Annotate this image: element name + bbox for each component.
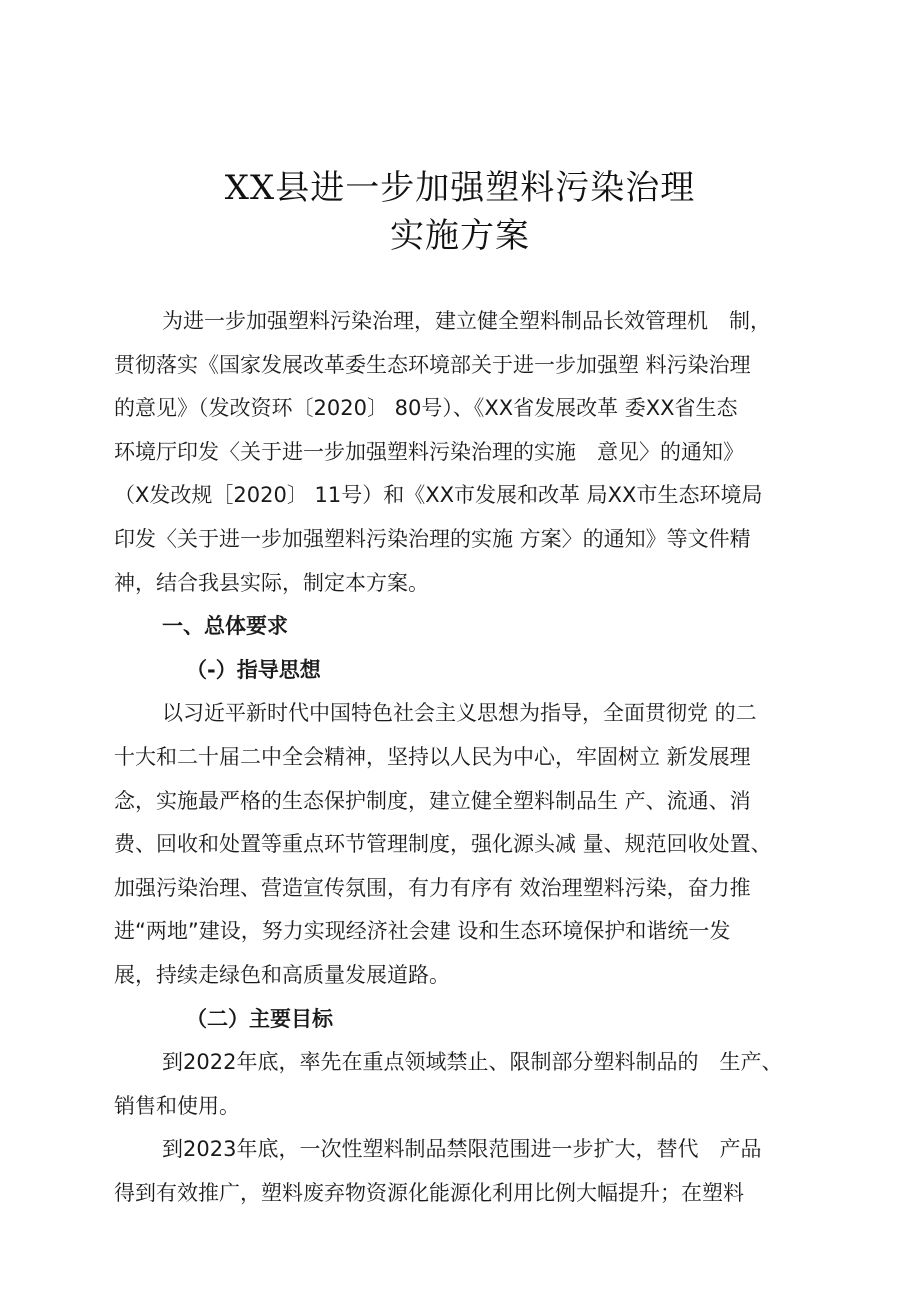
guiding-line: 加强污染治理、营造宣传氛围，有力有序有 效治理塑料污染，奋力推 — [114, 875, 751, 900]
guiding-line: 念，实施最严格的生态保护制度，建立健全塑料制品生 产、流通、消 — [114, 788, 751, 813]
goal-line: 销售和使用。 — [114, 1093, 240, 1118]
intro-line: 环境厅印发〈关于进一步加强塑料污染治理的实施 意见〉的通知》 — [114, 439, 744, 464]
guiding-line: 进“两地”建设，努力实现经济社会建 设和生态环境保护和谐统一发 — [114, 919, 731, 944]
guiding-line: 费、回收和处置等重点环节管理制度，强化源头减 量、规范回收处置、 — [114, 832, 772, 857]
guiding-line: 以习近平新时代中国特色社会主义思想为指导，全面贯彻党 的二 — [162, 701, 757, 726]
intro-paragraph — [114, 300, 814, 605]
guiding-line: 展，持续走绿色和高质量发展道路。 — [114, 962, 450, 987]
goal-line: 到2022年底，率先在重点领域禁止、限制部分塑料制品的 生产、 — [162, 1050, 783, 1075]
guiding-line: 十大和二十届二中全会精神，坚持以人民为中心，牢固树立 新发展理 — [114, 744, 751, 769]
guiding-paragraph — [114, 692, 814, 997]
intro-line: 贯彻落实《国家发展改革委生态环境部关于进一步加强塑 料污染治理 — [114, 352, 751, 377]
document-title-line2: 实施方案 — [390, 216, 530, 256]
goal-2022-paragraph — [114, 1041, 814, 1128]
document-title-line1: XX县进一步加强塑料污染治理 — [224, 168, 696, 208]
intro-line: 神，结合我县实际，制定本方案。 — [114, 570, 429, 595]
subsection-heading-guiding-ideology: （-）指导思想 — [186, 657, 321, 682]
goal-line: 到2023年底，一次性塑料制品禁限范围进一步扩大，替代 产品 — [162, 1137, 762, 1162]
intro-line: 的意见》（发改资环〔2020〕 80号）、《XX省发展改革 委XX省生态 — [114, 396, 738, 421]
intro-line: 印发〈关于进一步加强塑料污染治理的实施 方案〉的通知》等文件精 — [114, 526, 751, 551]
document-body — [114, 300, 814, 1215]
goal-2023-paragraph — [114, 1128, 814, 1215]
intro-line: 为进一步加强塑料污染治理，建立健全塑料制品长效管理机 制， — [162, 309, 771, 333]
section-heading-general-requirements: 一、总体要求 — [162, 614, 288, 639]
goal-line: 得到有效推广，塑料废弃物资源化能源化利用比例大幅提升；在塑料 — [114, 1180, 744, 1205]
subsection-heading-main-goals: （二）主要目标 — [186, 1006, 333, 1031]
intro-line: （X发改规［2020〕 11号）和《XX市发展和改革 局XX市生态环境局 — [114, 483, 763, 508]
